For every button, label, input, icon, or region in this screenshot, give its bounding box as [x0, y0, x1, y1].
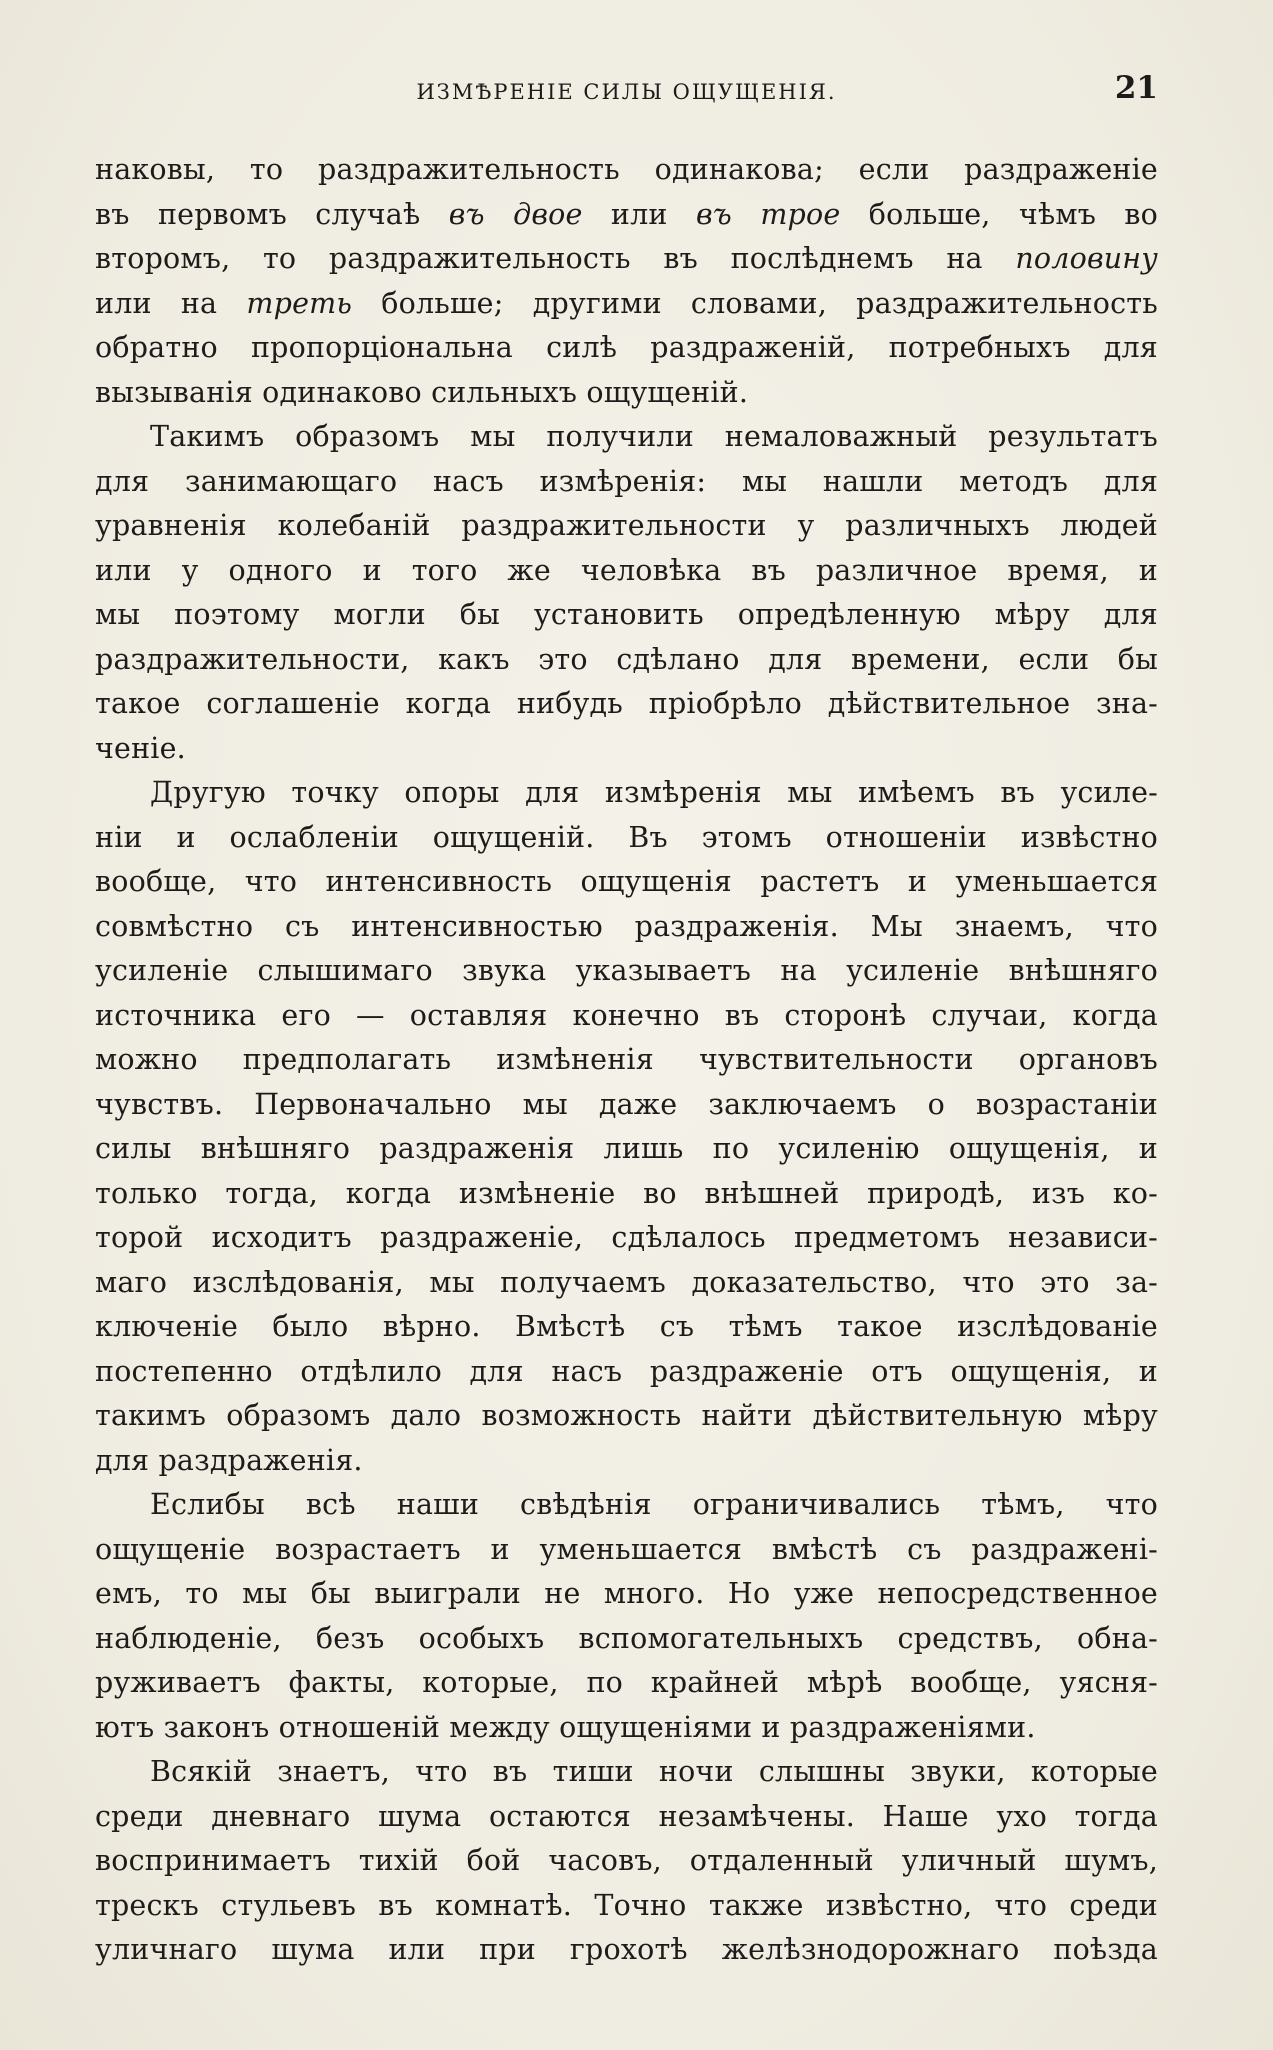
text-line: [95, 1928, 1158, 1973]
text-line: [95, 237, 1158, 282]
text-line: [95, 1261, 1158, 1306]
text-line: [95, 638, 1158, 683]
text-line: [95, 1750, 1158, 1795]
text-segment: Другую точку опоры для измѣренія мы имѣемъ въ усиле-: [150, 776, 1158, 809]
italic-phrase: треть: [246, 286, 353, 320]
text-line: [95, 1706, 1158, 1751]
text-line: [95, 771, 1158, 816]
text-line: [95, 415, 1158, 460]
text-line: [95, 1305, 1158, 1350]
text-line: [95, 1439, 1158, 1484]
text-segment: или у одного и того же человѣка въ различное время, и: [95, 553, 1158, 587]
text-segment: трескъ стульевъ въ комнатѣ. Точно также извѣстно, что среди: [95, 1888, 1158, 1922]
text-line: [95, 816, 1158, 861]
text-line: [95, 1350, 1158, 1395]
text-segment: наблюденіе, безъ особыхъ вспомогательныхъ средствъ, обна-: [95, 1621, 1158, 1655]
text-line: [95, 1483, 1158, 1528]
text-line: [95, 282, 1158, 327]
text-line: [95, 905, 1158, 950]
text-segment: емъ, то мы бы выиграли не много. Но уже непосредственное: [95, 1577, 1158, 1610]
text-segment: или: [582, 197, 696, 231]
text-segment: Такимъ образомъ мы получили немаловажный результатъ: [150, 420, 1158, 453]
text-line: [95, 1795, 1158, 1840]
text-segment: руживаетъ факты, которые, по крайней мѣрѣ вообще, уясня-: [95, 1666, 1158, 1699]
text-segment: ощущеніе возрастаетъ и уменьшается вмѣстѣ съ раздраженi-: [95, 1532, 1158, 1566]
text-line: [95, 326, 1158, 371]
text-segment: уличнаго шума или при грохотѣ желѣзнодорожнаго поѣзда: [95, 1933, 1158, 1966]
text-segment: раздражительности, какъ это сдѣлано для времени, если бы: [95, 642, 1158, 676]
text-segment: чувствъ. Первоначально мы даже заключаемъ о возрастаніи: [95, 1087, 1158, 1121]
text-line: [95, 148, 1158, 193]
text-segment: источника его — оставляя конечно въ сторонѣ случаи, когда: [95, 998, 1158, 1032]
text-segment: постепенно отдѣлило для насъ раздраженіе отъ ощущенія, и: [95, 1354, 1158, 1388]
text-line: [95, 1083, 1158, 1128]
text-segment: больше, чѣмъ во: [840, 197, 1158, 231]
text-line: [95, 1394, 1158, 1439]
text-segment: или на: [95, 286, 247, 320]
text-segment: можно предполагать измѣненія чувствительности органовъ: [95, 1043, 1158, 1076]
italic-phrase: половину: [1015, 242, 1158, 275]
text-line: [95, 1884, 1158, 1929]
text-segment: торой исходитъ раздраженіе, сдѣлалось предметомъ независи-: [95, 1221, 1158, 1254]
text-segment: второмъ, то раздражительность въ послѣднемъ на: [95, 242, 1016, 275]
text-line: [95, 193, 1158, 238]
text-segment: силы внѣшняго раздраженія лишь по усиленію ощущенія, и: [95, 1132, 1158, 1165]
text-line: [95, 860, 1158, 905]
text-segment: маго изслѣдованія, мы получаемъ доказательство, что это за-: [95, 1265, 1158, 1299]
text-segment: для раздраженія.: [95, 1443, 363, 1477]
text-segment: Всякій знаетъ, что въ тиши ночи слышны звуки, которые: [150, 1755, 1158, 1788]
text-segment: вообще, что интенсивность ощущенія растетъ и уменьшается: [95, 865, 1158, 898]
text-line: [95, 1127, 1158, 1172]
text-segment: такимъ образомъ дало возможность найти дѣйствительную мѣру: [95, 1399, 1158, 1432]
text-segment: мы поэтому могли бы установить опредѣленную мѣру для: [95, 598, 1158, 631]
text-line: [95, 504, 1158, 549]
text-line: [95, 1216, 1158, 1261]
text-segment: ніи и ослабленіи ощущеній. Въ этомъ отношеніи извѣстно: [95, 820, 1158, 854]
text-segment: ченіе.: [95, 731, 186, 765]
text-segment: совмѣстно съ интенсивностью раздраженія. Мы знаемъ, что: [95, 909, 1158, 943]
text-line: [95, 1839, 1158, 1884]
text-segment: ютъ законъ отношеній между ощущеніями и раздраженіями.: [95, 1710, 1036, 1744]
text-segment: больше; другими словами, раздражительность: [352, 286, 1158, 320]
text-segment: обратно пропорціональна силѣ раздраженій, потребныхъ для: [95, 331, 1158, 364]
text-line: [95, 593, 1158, 638]
text-line: [95, 1038, 1158, 1083]
text-segment: наковы, то раздражительность одинакова; если раздраженіе: [95, 153, 1158, 186]
page-header: [95, 70, 1158, 110]
italic-phrase: въ двое: [448, 197, 583, 231]
text-segment: такое соглашеніе когда нибудь пріобрѣло дѣйствительное зна-: [95, 687, 1158, 720]
text-line: [95, 1172, 1158, 1217]
running-title: ИЗМѢРЕНІЕ СИЛЫ ОЩУЩЕНІЯ.: [416, 80, 837, 104]
text-segment: ключеніе было вѣрно. Вмѣстѣ съ тѣмъ такое изслѣдованіе: [95, 1310, 1158, 1343]
text-segment: въ первомъ случаѣ: [95, 197, 449, 231]
text-segment: только тогда, когда измѣненіе во внѣшней природѣ, изъ ко-: [95, 1176, 1158, 1210]
text-line: [95, 371, 1158, 416]
text-line: [95, 949, 1158, 994]
text-line: [95, 727, 1158, 772]
text-line: [95, 1617, 1158, 1662]
text-segment: уравненія колебаній раздражительности у различныхъ людей: [95, 509, 1158, 542]
text-segment: усиленіе слышимаго звука указываетъ на усиленіе внѣшняго: [95, 954, 1158, 987]
text-segment: для занимающаго насъ измѣренія: мы нашли методъ для: [95, 464, 1158, 498]
text-line: [95, 682, 1158, 727]
text-line: [95, 994, 1158, 1039]
text-segment: среди дневнаго шума остаются незамѣчены. Наше ухо тогда: [95, 1799, 1158, 1833]
text-line: [95, 1572, 1158, 1617]
body-text: [95, 148, 1158, 1973]
page-number: 21: [1114, 70, 1158, 106]
text-line: [95, 1528, 1158, 1573]
italic-phrase: въ трое: [695, 197, 841, 231]
text-segment: вызыванія одинаково сильныхъ ощущеній.: [95, 375, 749, 409]
text-line: [95, 460, 1158, 505]
text-line: [95, 549, 1158, 594]
text-segment: воспринимаетъ тихій бой часовъ, отдаленный уличный шумъ,: [95, 1844, 1158, 1877]
text-line: [95, 1661, 1158, 1706]
text-segment: Еслибы всѣ наши свѣдѣнія ограничивались тѣмъ, что: [150, 1488, 1158, 1521]
